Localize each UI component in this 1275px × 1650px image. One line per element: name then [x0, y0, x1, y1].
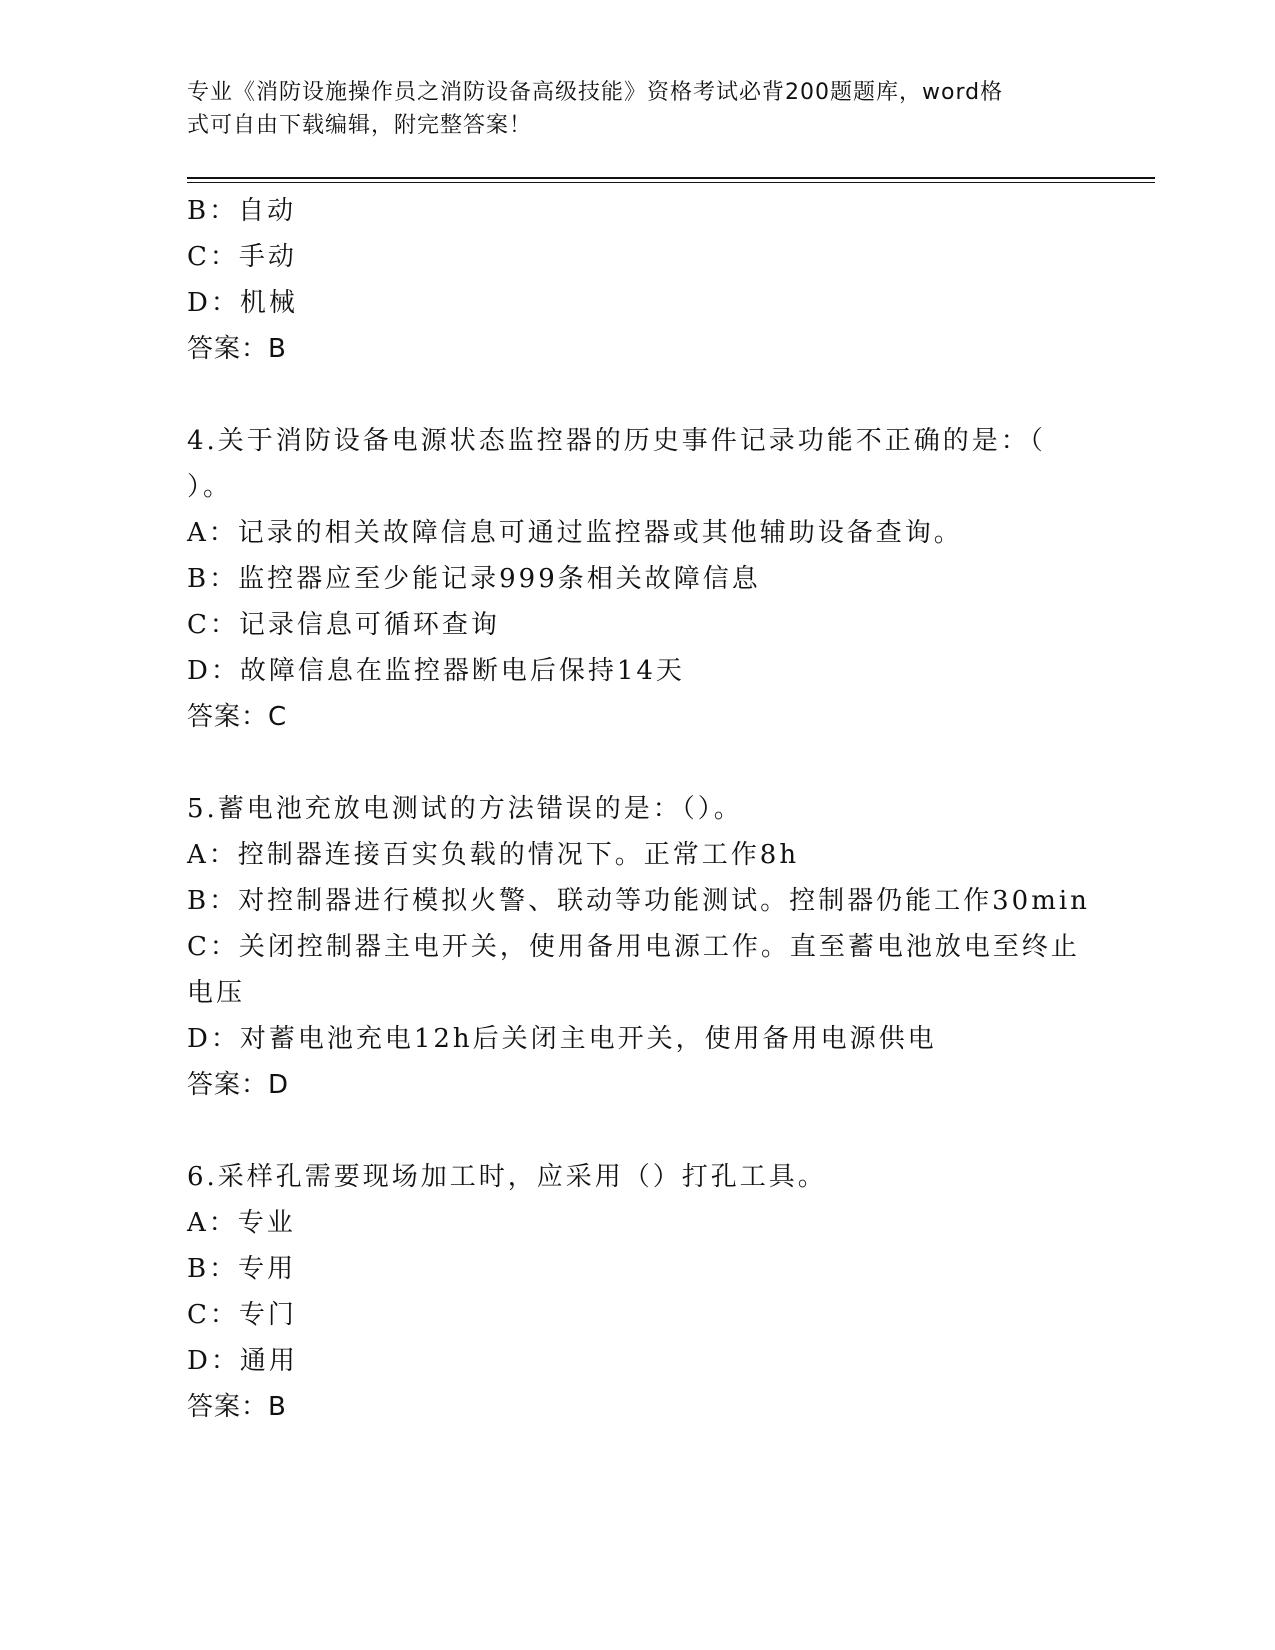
- option-a: A：记录的相关故障信息可通过监控器或其他辅助设备查询。: [187, 518, 963, 548]
- question-4: [187, 418, 1087, 740]
- question-5: [187, 786, 1090, 1108]
- question-stem: 5.蓄电池充放电测试的方法错误的是：（）。: [187, 794, 743, 824]
- option-b: B：对控制器进行模拟火警、联动等功能测试。控制器仍能工作30min: [187, 886, 1090, 916]
- document-header: [187, 76, 1077, 142]
- answer-line: 答案：B: [187, 334, 287, 364]
- option-d: D：机械: [187, 288, 298, 318]
- question-stem: 4.关于消防设备电源状态监控器的历史事件记录功能不正确的是：（: [187, 426, 1046, 456]
- header-line-2: 式可自由下载编辑，附完整答案！: [187, 113, 533, 138]
- option-b: B：自动: [187, 196, 297, 226]
- question-6: [187, 1154, 1087, 1430]
- option-a: A：专业: [187, 1208, 296, 1238]
- option-a: A：控制器连接百实负载的情况下。正常工作8h: [187, 840, 800, 870]
- option-d: D：故障信息在监控器断电后保持14天: [187, 656, 685, 686]
- option-c: C：专门: [187, 1300, 297, 1330]
- header-rule-thick: [187, 177, 1155, 179]
- option-b: B：专用: [187, 1254, 297, 1284]
- question-3: [187, 188, 1087, 372]
- option-d: D：通用: [187, 1346, 298, 1376]
- option-b: B：监控器应至少能记录999条相关故障信息: [187, 564, 761, 594]
- answer-line: 答案：B: [187, 1392, 287, 1422]
- question-stem-continued: ）。: [187, 472, 233, 502]
- answer-line: 答案：C: [187, 702, 288, 732]
- question-content: [187, 188, 1090, 1430]
- option-c: C：手动: [187, 242, 297, 272]
- header-line-1: 专业《消防设施操作员之消防设备高级技能》资格考试必背200题题库，word格: [187, 80, 1004, 105]
- option-c: C：关闭控制器主电开关，使用备用电源工作。直至蓄电池放电至终止: [187, 932, 1080, 962]
- question-stem: 6.采样孔需要现场加工时，应采用（）打孔工具。: [187, 1162, 827, 1192]
- answer-line: 答案：D: [187, 1070, 290, 1100]
- option-d: D：对蓄电池充电12h后关闭主电开关，使用备用电源供电: [187, 1024, 937, 1054]
- spacer: [187, 372, 1087, 418]
- option-c-continued: 电压: [187, 978, 246, 1008]
- option-c: C：记录信息可循环查询: [187, 610, 500, 640]
- spacer: [187, 1108, 1087, 1154]
- header-rule-thin: [187, 182, 1155, 183]
- spacer: [187, 740, 1087, 786]
